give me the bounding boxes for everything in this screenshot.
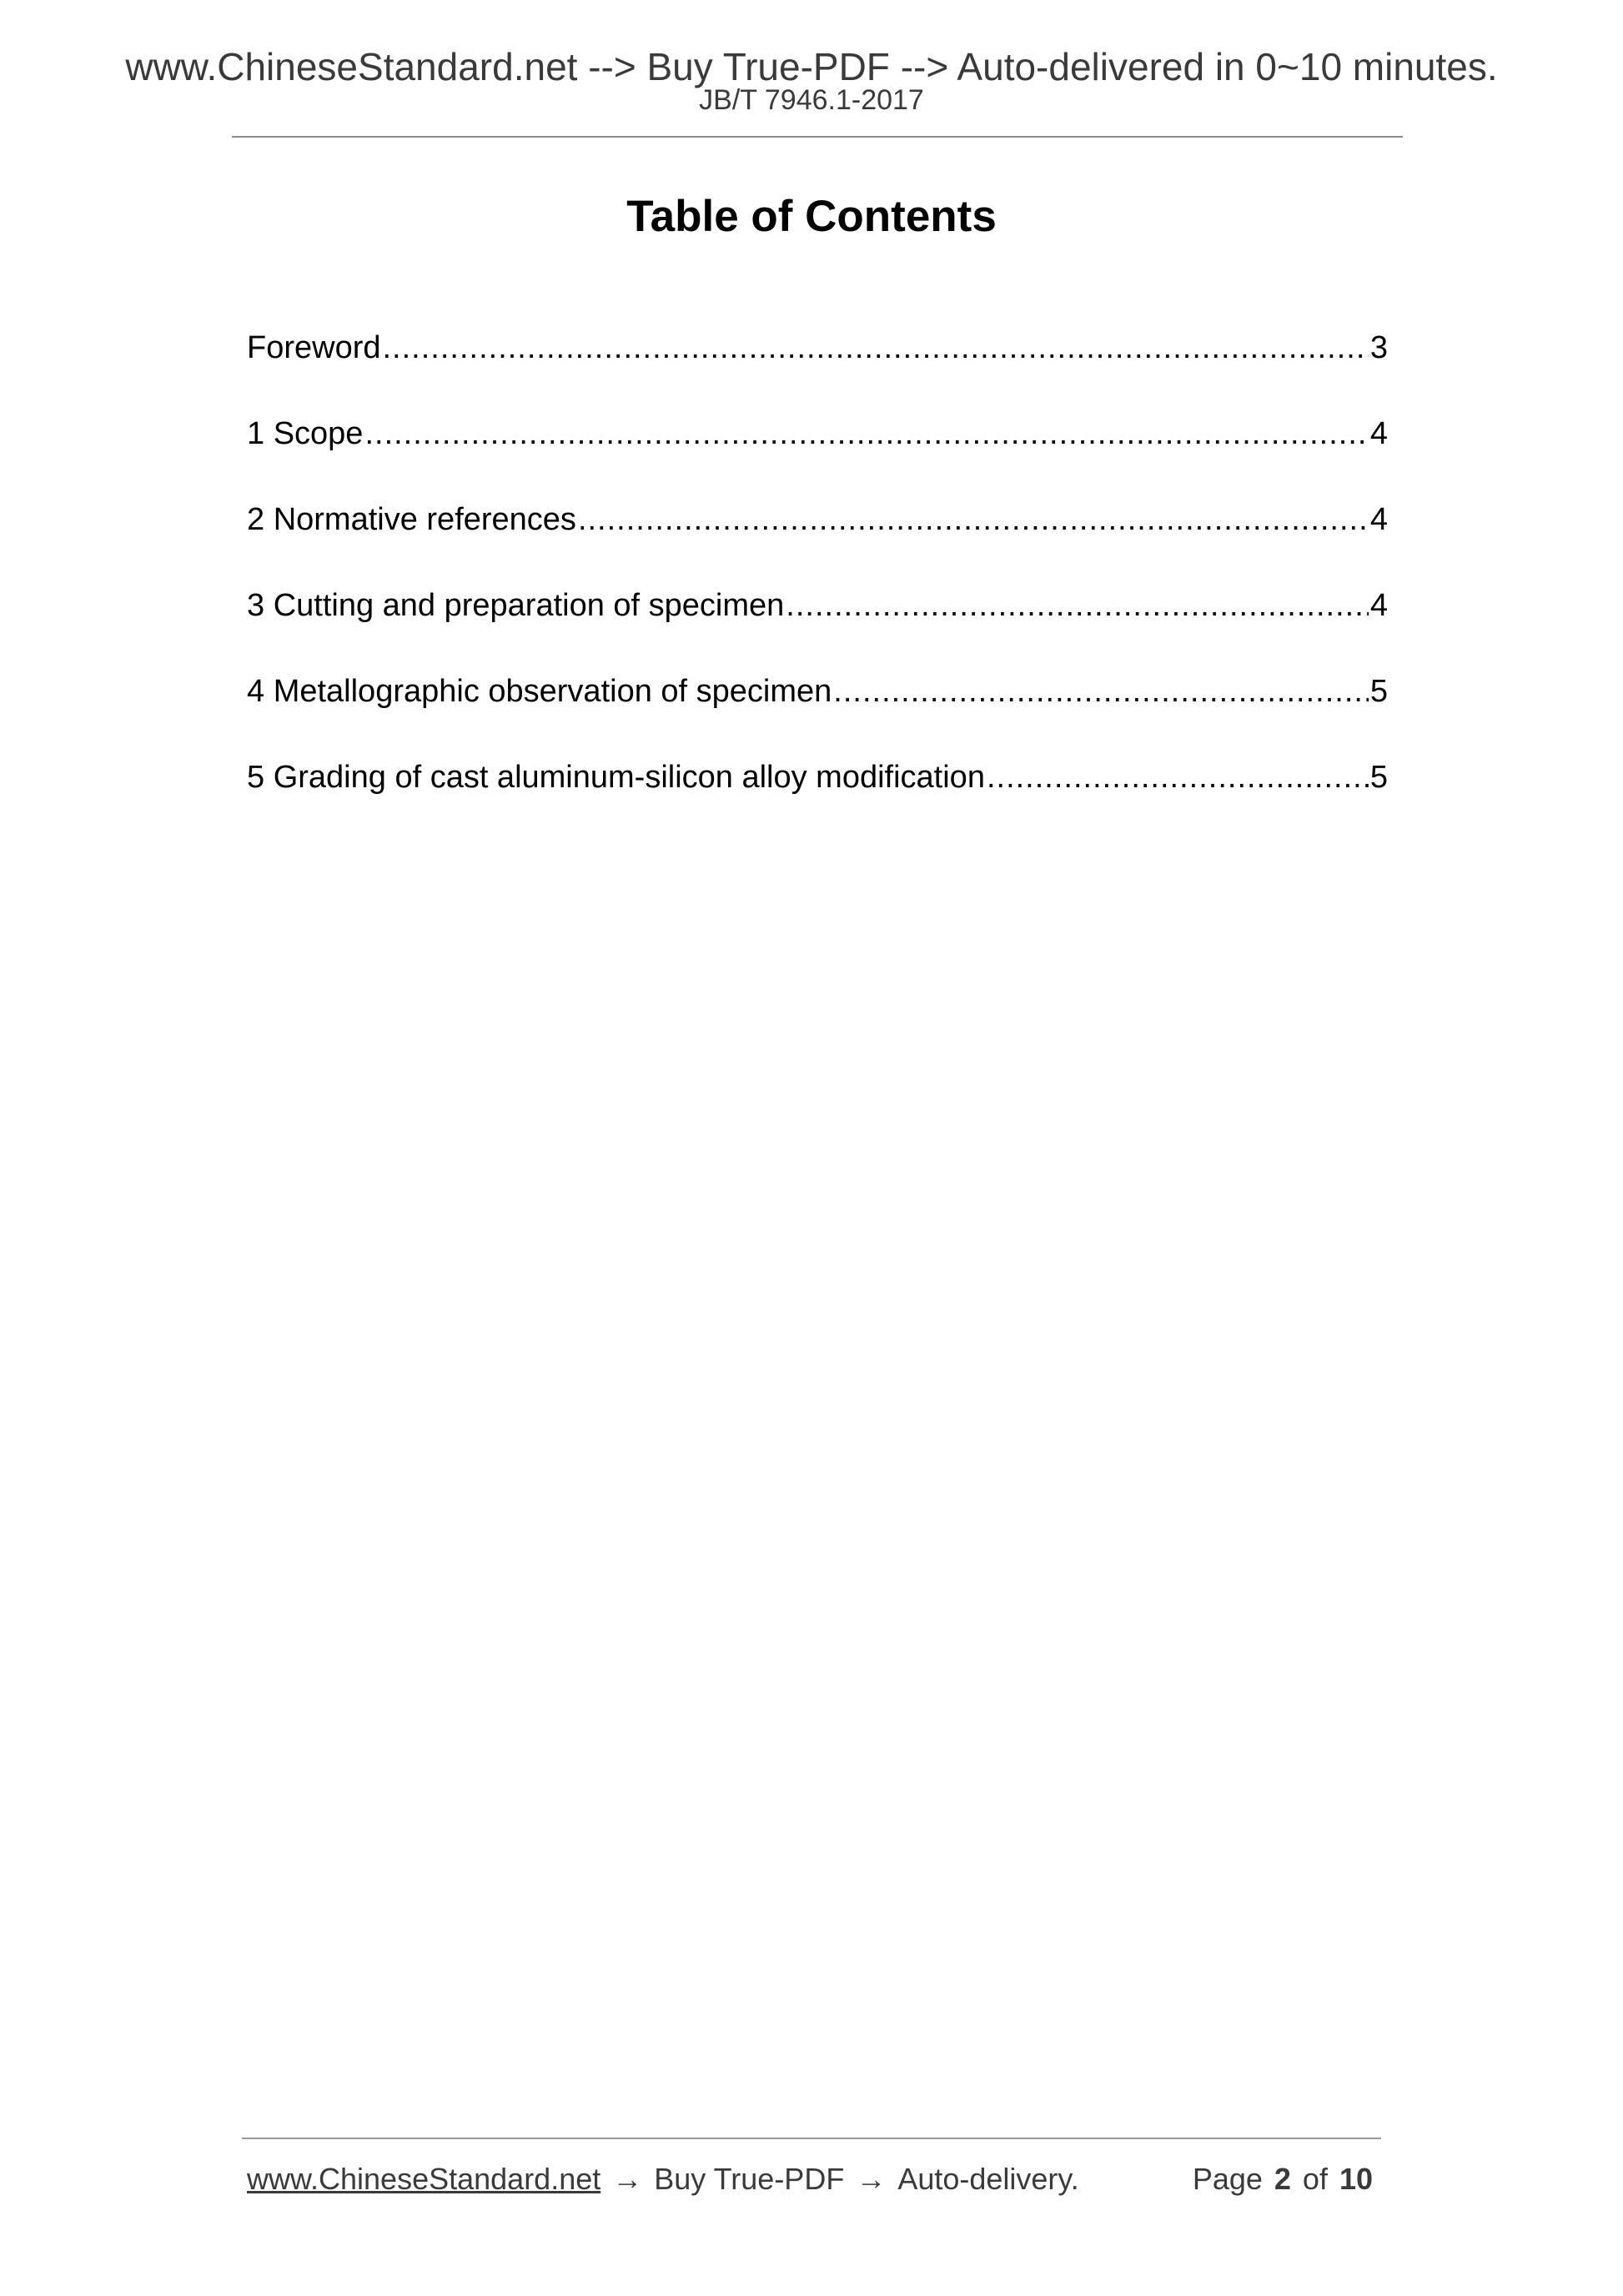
toc-entry-page: 3 [1369,330,1388,365]
footer-divider [242,2138,1381,2139]
page-total: 10 [1339,2162,1373,2196]
arrow-right-icon: → [856,2162,887,2196]
footer-site-link[interactable]: www.ChineseStandard.net [247,2162,601,2196]
toc-entry-page: 4 [1369,416,1388,451]
toc-dot-leader [578,499,1369,540]
toc-entry-page: 4 [1369,502,1388,537]
toc-entry-label: 2 Normative references [247,502,576,537]
page-current: 2 [1274,2162,1291,2196]
toc-list [247,327,1388,842]
toc-entry-foreword[interactable] [247,327,1388,413]
footer-buy-text: Buy True-PDF [654,2162,845,2196]
toc-entry-cutting-preparation[interactable] [247,585,1388,671]
toc-dot-leader [364,413,1368,455]
toc-entry-label: 5 Grading of cast aluminum-silicon alloy modification [247,760,985,795]
document-code: JB/T 7946.1-2017 [699,84,924,116]
toc-entry-page: 4 [1369,588,1388,623]
toc-title: Table of Contents [626,192,997,241]
toc-dot-leader [987,756,1369,798]
toc-entry-label: Foreword [247,330,381,365]
toc-entry-page: 5 [1369,674,1388,709]
footer-promo [247,2158,1079,2200]
toc-dot-leader [833,671,1369,712]
header-banner: www.ChineseStandard.net --> Buy True-PDF --> Auto-delivered in 0~10 minutes. [125,45,1498,88]
toc-entry-label: 3 Cutting and preparation of specimen [247,588,785,623]
of-word: of [1302,2162,1328,2196]
toc-entry-page: 5 [1369,760,1388,795]
toc-entry-scope[interactable] [247,413,1388,499]
toc-dot-leader [383,327,1369,369]
toc-dot-leader [786,585,1369,626]
header-divider [232,136,1403,138]
toc-entry-label: 1 Scope [247,416,364,451]
toc-entry-grading-modification[interactable] [247,756,1388,842]
page-number [1193,2158,1373,2200]
footer-delivery-text: Auto-delivery. [897,2162,1079,2196]
toc-entry-label: 4 Metallographic observation of specimen [247,674,832,709]
page-footer [247,2158,1378,2200]
arrow-right-icon: → [612,2162,643,2196]
toc-entry-normative-references[interactable] [247,499,1388,585]
page-word: Page [1192,2162,1263,2196]
toc-entry-metallographic-observation[interactable] [247,671,1388,756]
